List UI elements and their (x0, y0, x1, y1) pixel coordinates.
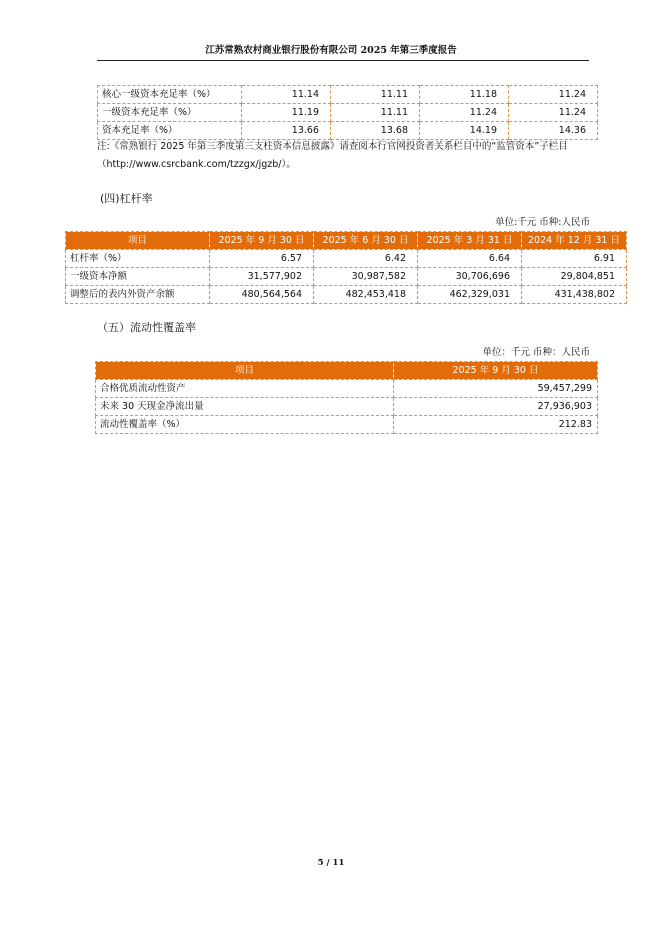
table-cell: 11.11 (331, 104, 420, 122)
row-label: 一级资本净额 (66, 268, 210, 286)
table-cell: 27,936,903 (394, 398, 598, 416)
table-cell: 6.91 (522, 250, 627, 268)
table-cell: 462,329,031 (418, 286, 522, 304)
page-number: 5 / 11 (317, 858, 345, 868)
table-row (66, 286, 627, 304)
table-cell: 212.83 (394, 416, 598, 434)
column-header: 项目 (66, 232, 210, 250)
table-header-row (96, 362, 598, 380)
table-cell: 11.18 (420, 86, 509, 104)
row-label: 核心一级资本充足率（%） (98, 86, 242, 104)
column-header: 2025 年 9 月 30 日 (394, 362, 598, 380)
table-cell: 431,438,802 (522, 286, 627, 304)
table-row (96, 416, 598, 434)
row-label: 杠杆率（%） (66, 250, 210, 268)
leverage-section-title: (四)杠杆率 (100, 192, 153, 205)
column-header: 2025 年 3 月 31 日 (418, 232, 522, 250)
row-label: 调整后的表内外资产余额 (66, 286, 210, 304)
table-cell: 6.64 (418, 250, 522, 268)
leverage-unit-label: 单位:千元 币种:人民币 (495, 217, 590, 228)
row-label: 资本充足率（%） (98, 122, 242, 140)
table-cell: 30,706,696 (418, 268, 522, 286)
table-cell: 11.14 (242, 86, 331, 104)
table-cell: 30,987,582 (314, 268, 418, 286)
table-row (96, 380, 598, 398)
table-cell: 11.19 (242, 104, 331, 122)
liquidity-coverage-table (95, 361, 598, 434)
table-cell: 480,564,564 (210, 286, 314, 304)
table-cell: 11.24 (420, 104, 509, 122)
table-row (66, 250, 627, 268)
table-row (98, 86, 598, 104)
liquidity-unit-label: 单位：千元 币种：人民币 (482, 347, 590, 358)
table-cell: 6.42 (314, 250, 418, 268)
table-cell: 13.68 (331, 122, 420, 140)
table-cell: 11.24 (509, 86, 598, 104)
table-row (98, 122, 598, 140)
column-header: 2024 年 12 月 31 日 (522, 232, 627, 250)
table-row (66, 268, 627, 286)
row-label: 合格优质流动性资产 (96, 380, 394, 398)
table-cell: 482,453,418 (314, 286, 418, 304)
row-label: 未来 30 天现金净流出量 (96, 398, 394, 416)
leverage-table (65, 231, 627, 304)
disclosure-note: 注:《常熟银行 2025 年第三季度第三支柱资本信息披露》请查阅本行官网投资者关系栏目中的“监管资本”子栏目（http://www.csrcbank.com/tzzgx/jgzb/）。 (97, 141, 568, 170)
column-header: 项目 (96, 362, 394, 380)
table-cell: 11.24 (509, 104, 598, 122)
row-label: 流动性覆盖率（%） (96, 416, 394, 434)
report-header-title: 江苏常熟农村商业银行股份有限公司 2025 年第三季度报告 (205, 45, 457, 56)
table-cell: 13.66 (242, 122, 331, 140)
row-label: 一级资本充足率（%） (98, 104, 242, 122)
table-header-row (66, 232, 627, 250)
table-row (98, 104, 598, 122)
table-cell: 14.19 (420, 122, 509, 140)
capital-adequacy-table (97, 85, 598, 140)
table-cell: 59,457,299 (394, 380, 598, 398)
table-cell: 6.57 (210, 250, 314, 268)
table-cell: 29,804,851 (522, 268, 627, 286)
table-cell: 14.36 (509, 122, 598, 140)
liquidity-section-title: （五）流动性覆盖率 (97, 321, 196, 334)
column-header: 2025 年 6 月 30 日 (314, 232, 418, 250)
table-row (96, 398, 598, 416)
column-header: 2025 年 9 月 30 日 (210, 232, 314, 250)
header-divider (97, 60, 589, 61)
table-cell: 31,577,902 (210, 268, 314, 286)
table-cell: 11.11 (331, 86, 420, 104)
